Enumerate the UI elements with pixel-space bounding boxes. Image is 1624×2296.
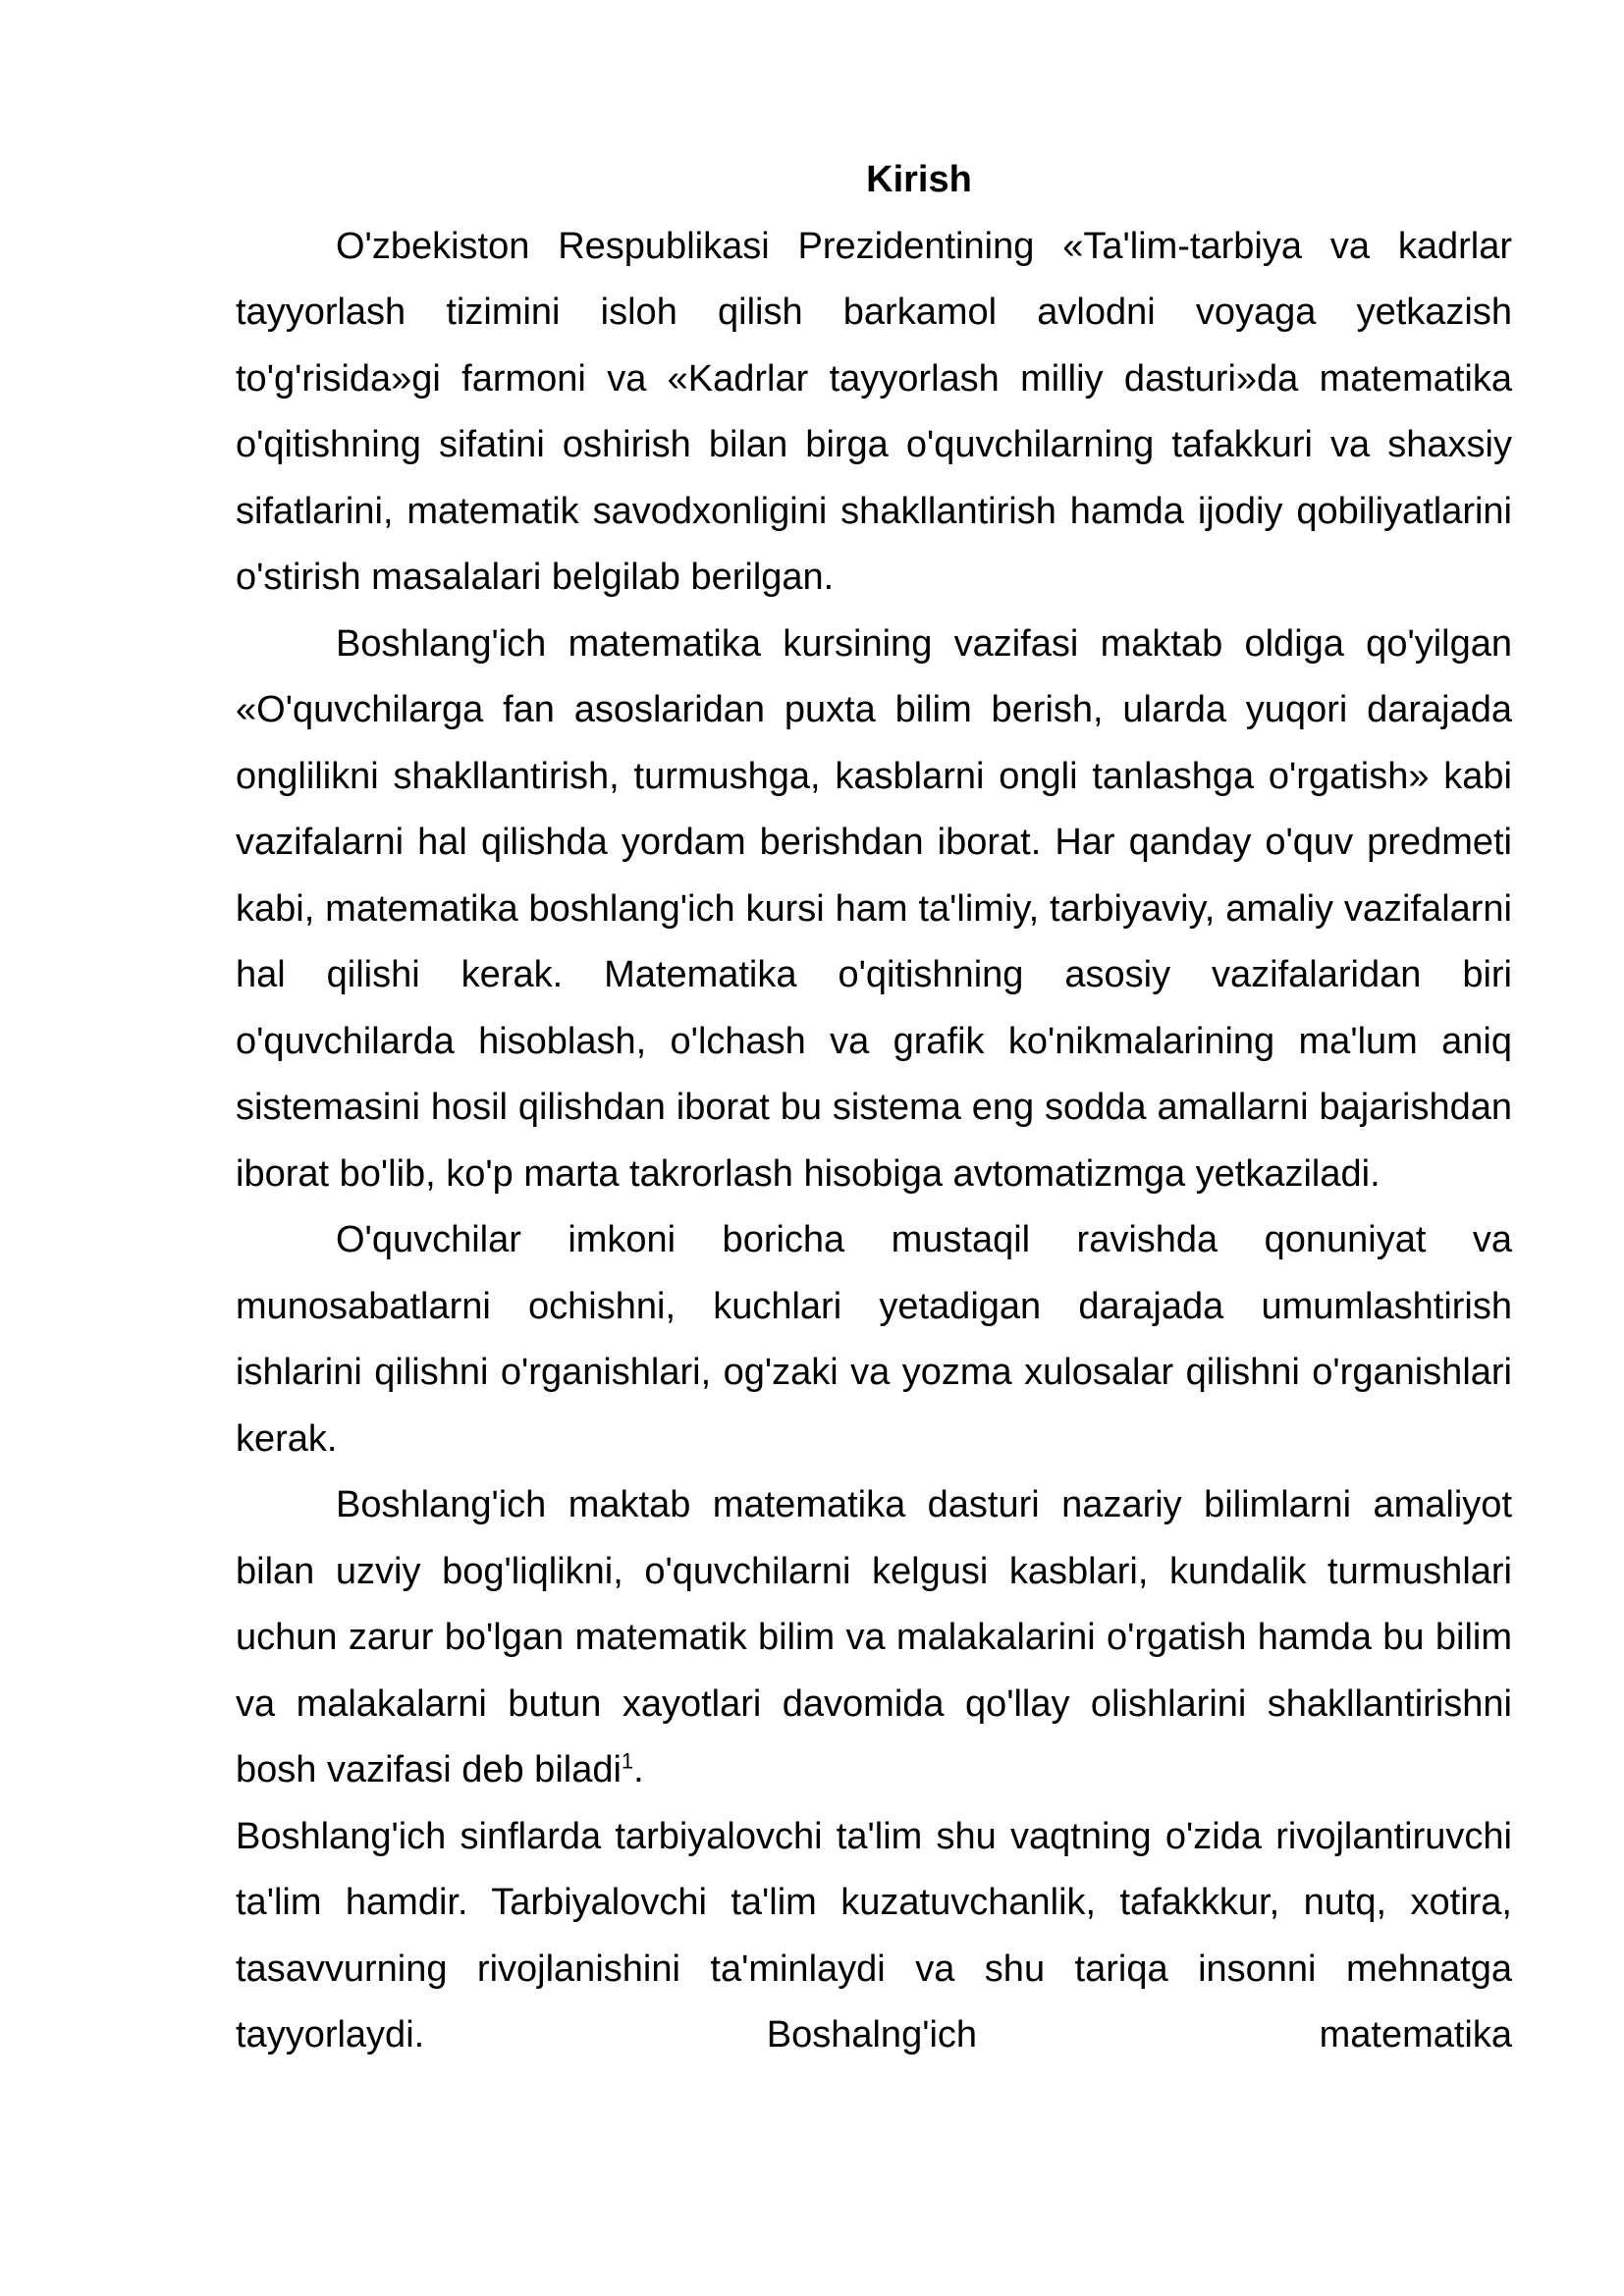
paragraph-5: Boshlang'ich sinflarda tarbiyalovchi ta'lim shu vaqtning o'zida rivojlantiruvchi ta'lim hamdir. Tarbiyalovchi ta'lim kuzatuvchanlik, tafakkkur, nutq, xotira, tasavvurning rivojlanishini ta'minlaydi va shu tariqa insonni mehnatga tayyorlaydi. Boshalng'ich matematika xyxy=(236,1815,1512,2056)
paragraph-2: Boshlang'ich matematika kursining vazifasi maktab oldiga qo'yilgan «O'quvchilarga fan asoslaridan puxta bilim berish, ularda yuqori darajada onglilikni shakllantirish, turmushga, kasblarni ongli tanlashga o'rgatish» kabi vazifalarni hal qilishda yordam berishdan iborat. Har qanday o'quv predmeti kabi, matematika boshlang'ich kursi ham ta'limiy, tarbiyaviy, amaliy vazifalarni hal qilishi kerak. Matematika o'qitishning asosiy vazifalaridan biri o'quvchilarda hisoblash, o'lchash va grafik ko'nikmalarining ma'lum aniq sistemasini hosil qilishdan iborat bu sistema eng sodda amallarni bajarishdan iborat bo'lib, ko'p marta takrorlash hisobiga avtomatizmga yetkaziladi. xyxy=(236,622,1512,1195)
paragraph-4-end: . xyxy=(633,1749,644,1790)
footnote-marker: 1 xyxy=(621,1748,634,1774)
document-title: Kirish xyxy=(866,159,972,200)
paragraph-4-text: Boshlang'ich maktab matematika dasturi nazariy bilimlarni amaliyot bilan uzviy bog'liqlikni, o'quvchilarni kelgusi kasblari, kundalik turmushlari uchun zarur bo'lgan matematik bilim va malakalarini o'rgatish hamda bu bilim va malakalarni butun xayotlari davomida qo'llay olishlarini shakllantirishni bosh vazifasi deb biladi xyxy=(236,1484,1512,1790)
paragraph-1: O'zbekiston Respublikasi Prezidentining «Ta'lim-tarbiya va kadrlar tayyorlash tizimini isloh qilish barkamol avlodni voyaga yetkazish to'g'risida»gi farmoni va «Kadrlar tayyorlash milliy dasturi»da matematika o'qitishning sifatini oshirish bilan birga o'quvchilarning tafakkuri va shaxsiy sifatlarini, matematik savodxonligini shakllantirish hamda ijodiy qobiliyatlarini o'stirish masalalari belgilab berilgan. xyxy=(236,225,1512,598)
paragraph-4 xyxy=(236,1472,1512,1804)
paragraph-3: O'quvchilar imkoni boricha mustaqil ravishda qonuniyat va munosabatlarni ochishni, kuchlari yetadigan darajada umumlashtirish ishlarini qilishni o'rganishlari, og'zaki va yozma xulosalar qilishni o'rganishlari kerak. xyxy=(236,1219,1512,1460)
document-body xyxy=(236,147,1512,2069)
